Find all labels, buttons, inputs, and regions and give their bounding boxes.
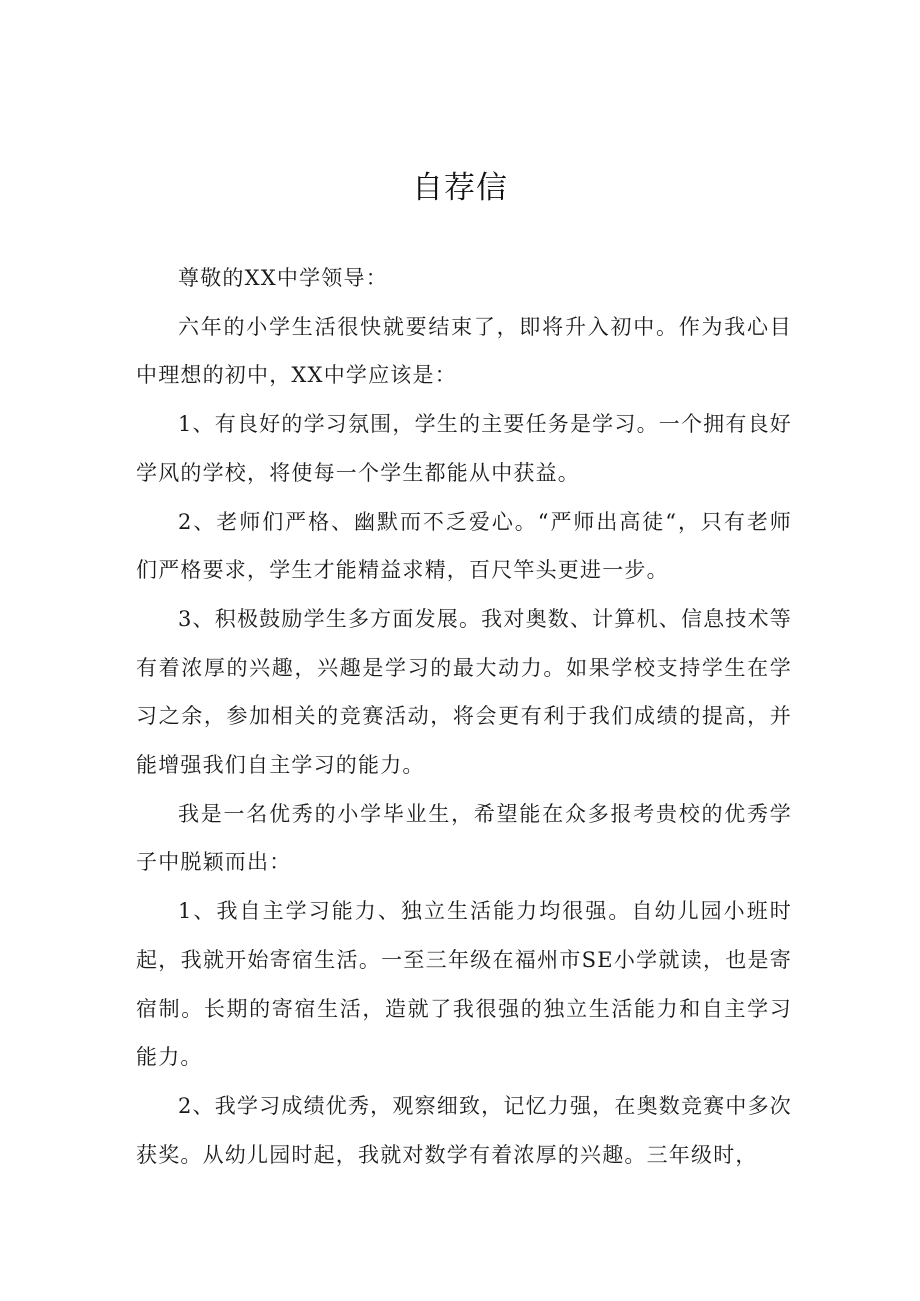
paragraph-point-3: 3、积极鼓励学生多方面发展。我对奥数、计算机、信息技术等有着浓厚的兴趣，兴趣是学习的最大动力。如果学校支持学生在学习之余，参加相关的竞赛活动，将会更有利于我们成绩的提高，并能增强我们自主学习的能力。 (136, 606, 792, 778)
paragraph-strength-1: 1、我自主学习能力、独立生活能力均很强。自幼儿园小班时起，我就开始寄宿生活。一至三年级在福州市SE小学就读，也是寄宿制。长期的寄宿生活，造就了我很强的独立生活能力和自主学习能力。 (136, 899, 792, 1070)
paragraph-self-intro: 我是一名优秀的小学毕业生，希望能在众多报考贵校的优秀学子中脱颖而出： (136, 801, 792, 875)
document-title: 自荐信 (412, 170, 508, 206)
document-body (136, 254, 792, 1179)
paragraph-point-2: 2、老师们严格、幽默而不乏爱心。“严师出高徒“，只有老师们严格要求，学生才能精益求精，百尺竿头更进一步。 (136, 509, 792, 583)
paragraph-point-1: 1、有良好的学习氛围，学生的主要任务是学习。一个拥有良好学风的学校，将使每一个学生都能从中获益。 (136, 412, 792, 485)
paragraph-intro: 六年的小学生活很快就要结束了，即将升入初中。作为我心目中理想的初中，XX中学应该是： (136, 314, 792, 388)
salutation: 尊敬的XX中学领导： (178, 266, 388, 290)
paragraph-strength-2: 2、我学习成绩优秀，观察细致，记忆力强，在奥数竞赛中多次获奖。从幼儿园时起，我就对数学有着浓厚的兴趣。三年级时， (136, 1093, 792, 1167)
